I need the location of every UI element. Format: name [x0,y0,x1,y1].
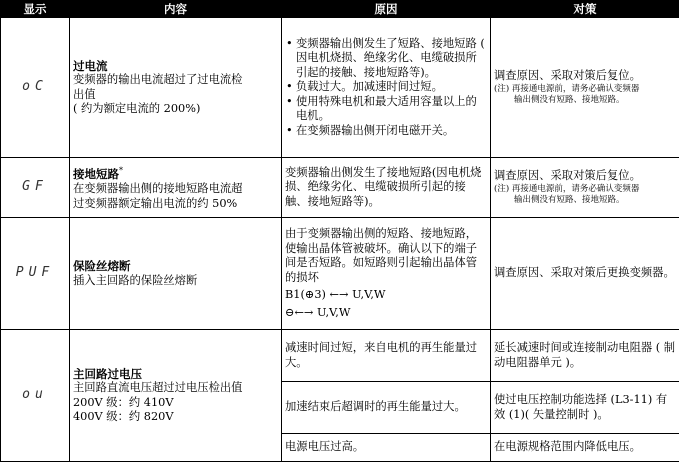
terminal-line-2: ⊖←→ U,V,W [285,305,351,319]
cause-item: • 负载过大。加减速时间过短。 [285,80,487,95]
action-note: (注) 再接通电源前，请务必确认变频器 输出侧没有短路、接地短路。 [494,184,640,206]
cause-cell-gf: 变频器输出侧发生了接地短路(因电机烧损、绝缘劣化、电缆破损所引起的接触、接地短路等)。 [282,158,491,218]
table-row-ou-1 [1,330,679,382]
action-cell-ou-2: 使过电压控制功能选择 (L3-11) 有效 (1)( 矢量控制时 )。 [491,382,679,434]
content-line: 200V 级：约 410V [73,395,174,409]
action-cell-ou-3: 在电源规格范围内降低电压。 [491,434,679,462]
action-cell-puf: 调查原因、采取对策后更换变频器。 [491,218,679,330]
terminal-line-1: B1(⊕3) ←→ U,V,W [285,288,386,301]
display-code-oc: oC [1,18,70,158]
cause-text: 由于变频器输出侧的短路、接地短路，使输出晶体管被破坏。确认以下的端子间是否短路。如短路则引起输出晶体管的损坏 [285,227,478,284]
content-cell-oc [70,18,282,158]
action-text: 调查原因、采取对策后复位。 [494,168,641,182]
display-code-ou: ou [1,330,70,462]
fault-title-oc: 过电流 [73,58,108,73]
content-line: 变频器的输出电流超过了过电流检 [73,73,243,86]
header-display: 显示 [1,1,70,18]
content-cell-puf [70,218,282,330]
cause-item: • 使用特殊电机和最大适用容量以上的电机。 [285,95,487,124]
action-cell-gf [491,158,679,218]
cause-cell-ou-1: 减速时间过短，来自电机的再生能量过大。 [282,330,491,382]
table-row-puf [1,218,679,330]
table-row-oc [1,18,679,158]
cause-item: • 变频器输出侧发生了短路、接地短路 ( 因电机烧损、绝缘劣化、电缆破损所引起的接触、接地短路等)。 [285,37,487,81]
content-line: 过变频器额定输出电流的约 50% [73,196,238,210]
content-line: 插入主回路的保险丝熔断 [73,273,198,287]
title-mark: * [119,165,123,175]
content-line: 在变频器输出侧的接地短路电流超 [73,182,243,196]
header-content: 内容 [70,1,282,18]
content-line: ( 约为额定电流的 200%) [73,102,201,115]
action-cell-ou-1: 延长减速时间或连接制动电阻器 ( 制动电阻器单元 )。 [491,330,679,382]
content-cell-ou [70,330,282,462]
content-line: 出值 [73,87,96,101]
cause-cell-oc [282,18,491,158]
cause-item: • 在变频器输出侧开闭电磁开关。 [285,124,487,139]
display-code-puf: PUF [1,218,70,330]
table-header-row [1,1,679,18]
action-cell-oc [491,18,679,158]
content-line: 主回路直流电压超过过电压检出值 [73,381,243,394]
action-text: 调查原因、采取对策后复位。 [494,68,641,82]
content-line: 400V 级：约 820V [73,410,174,423]
fault-title-puf: 保险丝熔断 [73,259,131,273]
cause-cell-ou-2: 加速结束后超调时的再生能量过大。 [282,382,491,434]
header-action: 对策 [491,1,679,18]
content-cell-gf [70,158,282,218]
action-note: (注) 再接通电源前，请务必确认变频器 输出侧没有短路、接地短路。 [494,84,640,106]
fault-title-gf: 接地短路 [73,166,119,181]
header-cause: 原因 [282,1,491,18]
cause-cell-ou-3: 电源电压过高。 [282,434,491,462]
fault-title-ou: 主回路过电压 [73,366,142,381]
display-code-gf: GF [1,158,70,218]
cause-cell-puf [282,218,491,330]
table-row-gf [1,158,679,218]
